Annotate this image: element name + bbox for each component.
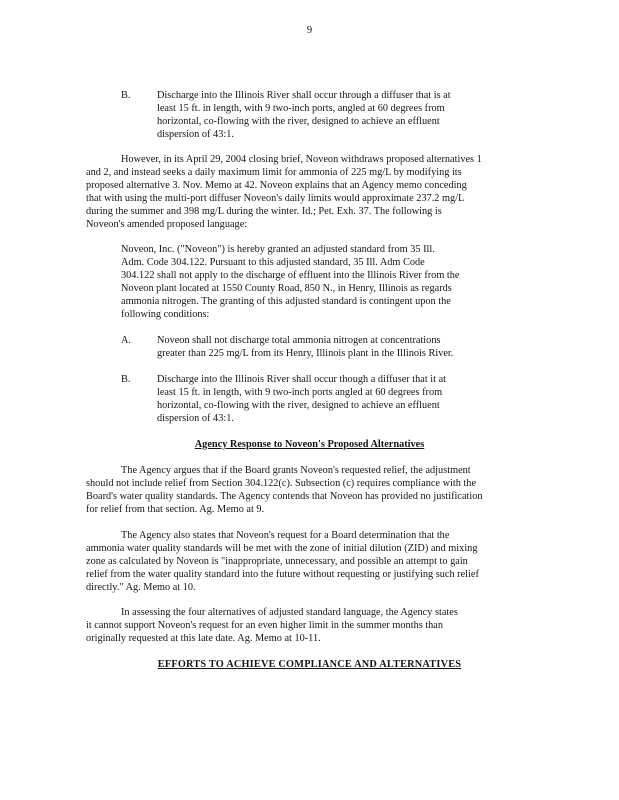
text-line: Noveon plant located at 1550 County Road, 850 N., in Henry, Illinois as regards (121, 283, 452, 294)
text-line: Board's water quality standards. The Agency contends that Noveon has provided no justification (86, 491, 483, 502)
text-line: 304.122 shall not apply to the discharge of effluent into the Illinois River from the (121, 270, 460, 281)
page-number: 9 (306, 25, 313, 36)
text-line: that with using the multi-port diffuser Noveon's daily limits would approximate 237.2 mg/L (86, 193, 465, 204)
text-line: for relief from that section. Ag. Memo at 9. (86, 504, 265, 515)
text-line: horizontal, co-flowing with the river, designed to achieve an effluent (157, 400, 440, 411)
text-line: least 15 ft. in length, with 9 two-inch ports, angled at 60 degrees from (157, 103, 445, 114)
text-line: originally requested at this late date. Ag. Memo at 10-11. (86, 633, 321, 644)
text-line: The Agency also states that Noveon's request for a Board determination that the (121, 530, 450, 541)
text-line: relief from the water quality standard into the future without requesting or justifying such relief (86, 569, 479, 580)
text-line: it cannot support Noveon's request for an even higher limit in the summer months than (86, 620, 444, 631)
text-line: The Agency argues that if the Board grants Noveon's requested relief, the adjustment (121, 465, 471, 476)
section-heading-agency-response: Agency Response to Noveon's Proposed Alternatives (194, 439, 425, 450)
item-a-label: A. (121, 335, 132, 346)
text-line: horizontal, co-flowing with the river, designed to achieve an effluent (157, 116, 440, 127)
item-b-label: B. (121, 90, 131, 101)
text-line: directly." Ag. Memo at 10. (86, 582, 196, 593)
text-line: during the summer and 398 mg/L during the winter. Id.; Pet. Exh. 37. The following is (86, 206, 442, 217)
section-heading-efforts: EFFORTS TO ACHIEVE COMPLIANCE AND ALTERNATIVES (157, 659, 462, 670)
text-line: and 2, and instead seeks a daily maximum limit for ammonia of 225 mg/L by modifying its (86, 167, 462, 178)
text-line: proposed alternative 3. Nov. Memo at 42. Noveon explains that an Agency memo conceding (86, 180, 467, 191)
text-line: In assessing the four alternatives of adjusted standard language, the Agency states (121, 607, 458, 618)
text-line: zone as calculated by Noveon is "inappropriate, unnecessary, and possible an attempt to gain (86, 556, 468, 567)
text-line: Noveon shall not discharge total ammonia nitrogen at concentrations (157, 335, 441, 346)
text-line: greater than 225 mg/L from its Henry, Illinois plant in the Illinois River. (157, 348, 454, 359)
text-line: Discharge into the Illinois River shall occur through a diffuser that is at (157, 90, 451, 101)
text-line: least 15 ft. in length, with 9 two-inch ports angled at 60 degrees from (157, 387, 443, 398)
text-line: Discharge into the Illinois River shall occur though a diffuser that it at (157, 374, 447, 385)
text-line: following conditions: (121, 309, 210, 320)
item-b2-label: B. (121, 374, 131, 385)
text-line: Noveon's amended proposed language: (86, 219, 248, 230)
text-line: However, in its April 29, 2004 closing brief, Noveon withdraws proposed alternatives 1 (121, 154, 482, 165)
text-line: dispersion of 43:1. (157, 129, 234, 140)
text-line: ammonia nitrogen. The granting of this adjusted standard is contingent upon the (121, 296, 451, 307)
text-line: dispersion of 43:1. (157, 413, 234, 424)
text-line: Noveon, Inc. ("Noveon") is hereby granted an adjusted standard from 35 Ill. (121, 244, 435, 255)
text-line: Adm. Code 304.122. Pursuant to this adjusted standard, 35 Ill. Adm Code (121, 257, 425, 268)
text-line: ammonia water quality standards will be met with the zone of initial dilution (ZID) and mixing (86, 543, 478, 554)
text-line: should not include relief from Section 304.122(c). Subsection (c) requires compliance with the (86, 478, 477, 489)
